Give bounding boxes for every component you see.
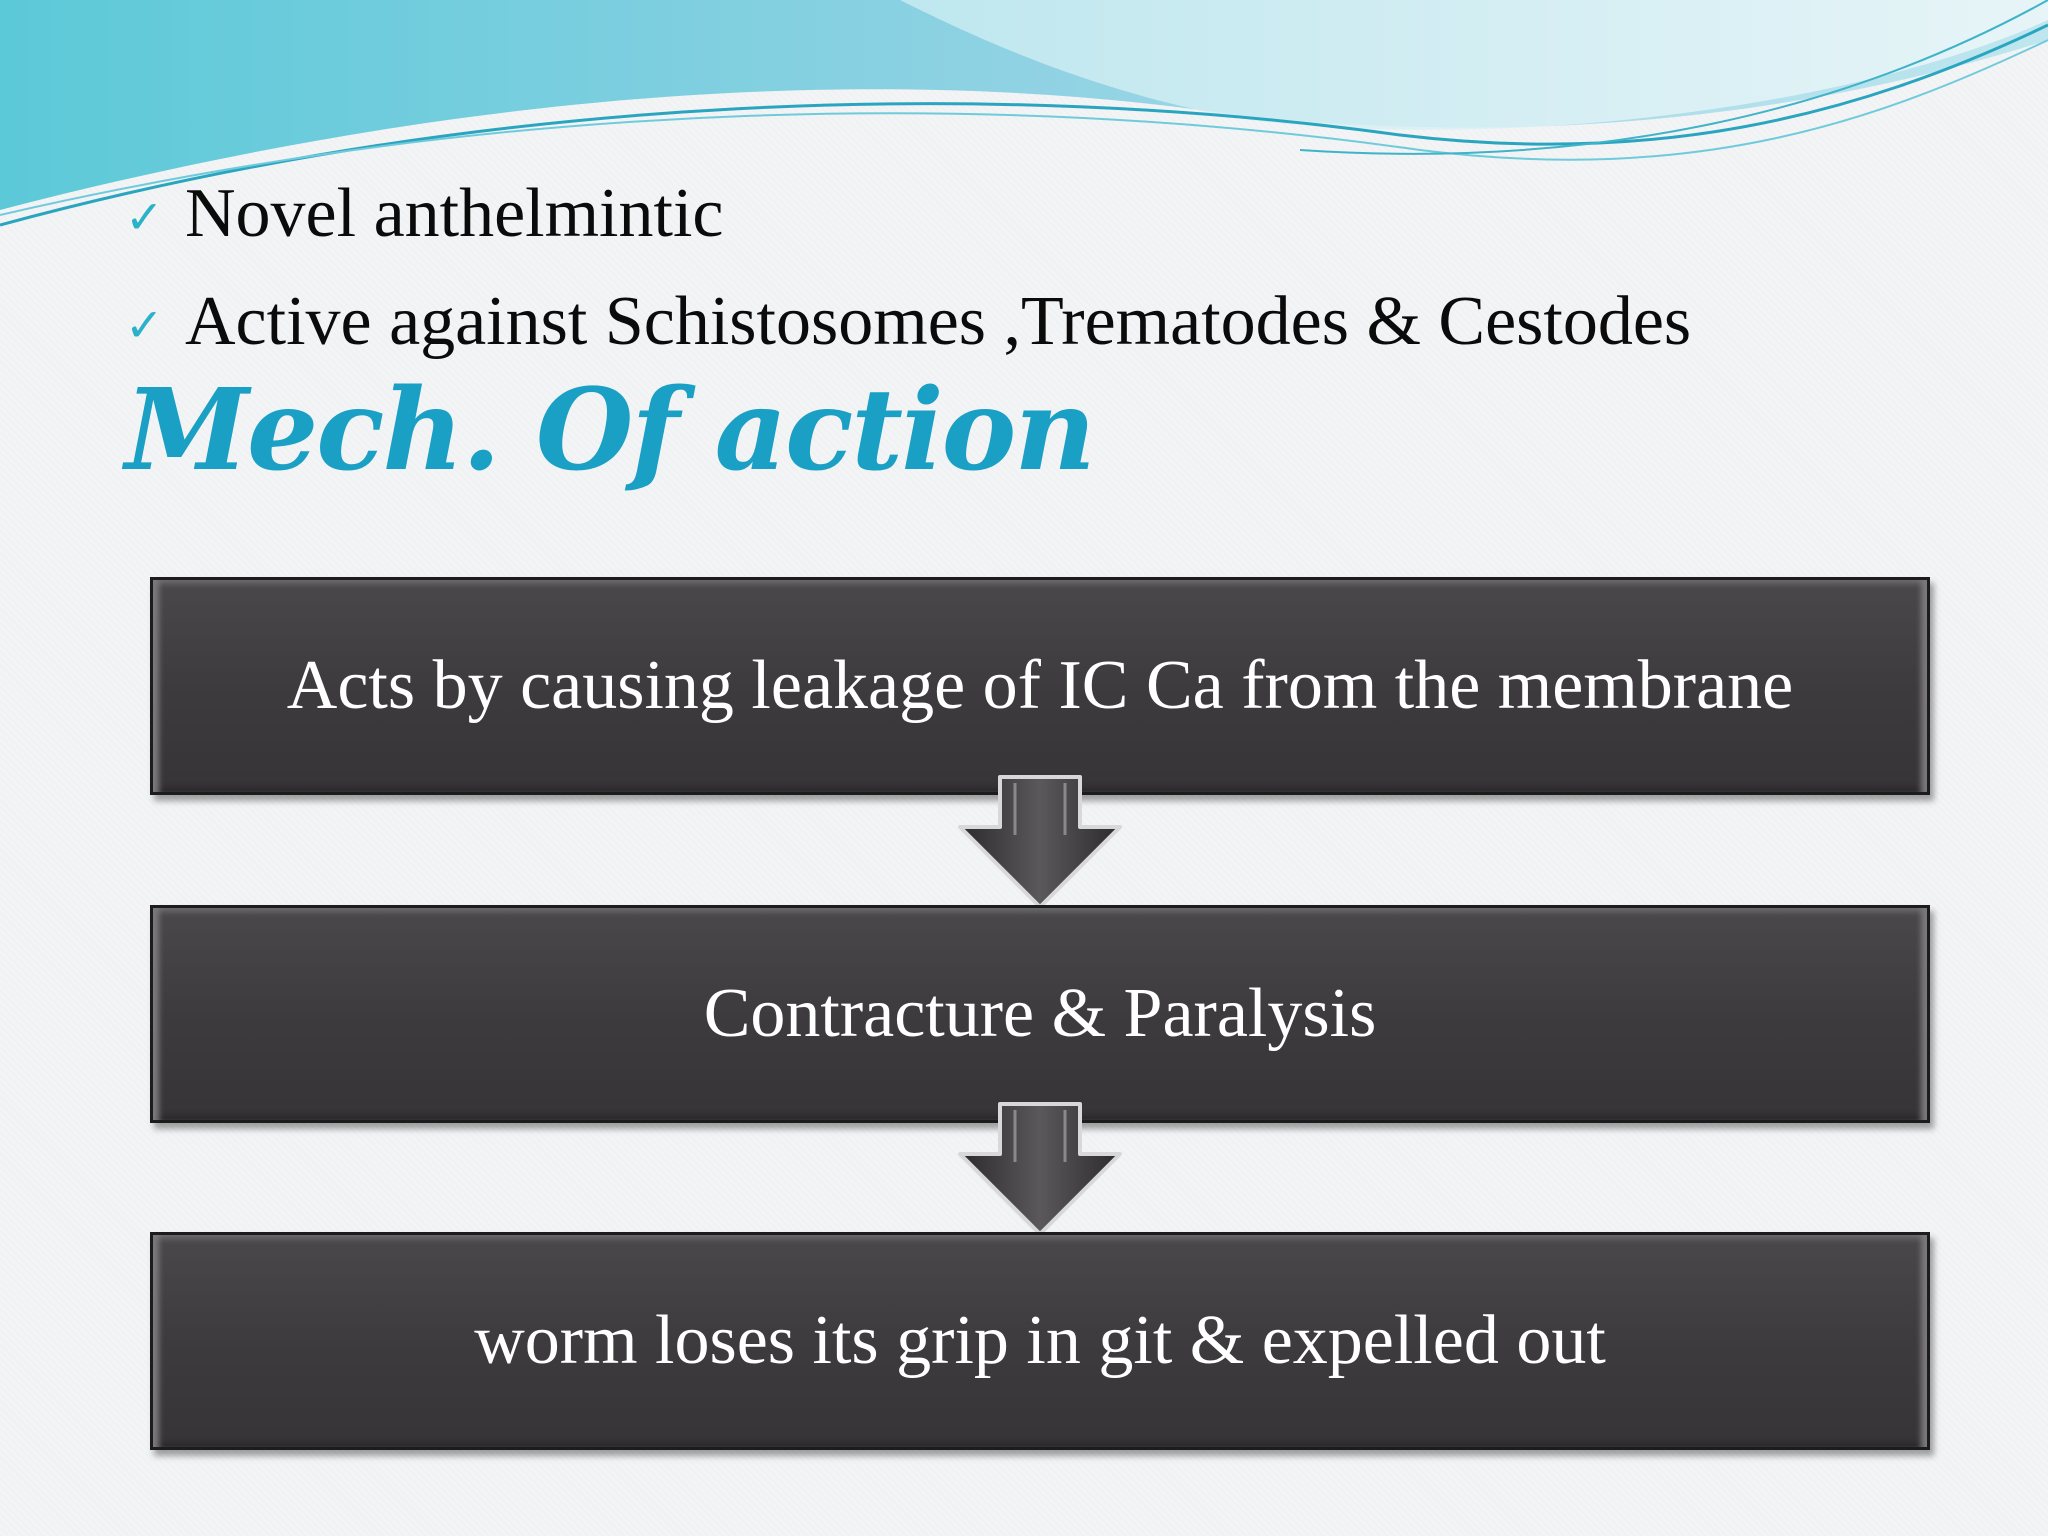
checkmark-icon: ✓	[125, 298, 164, 352]
bullet-text: Novel anthelmintic	[185, 175, 724, 252]
down-arrow-icon	[955, 1102, 1125, 1237]
bullet-text: Active against Schistosomes ,Trematodes & Cestodes	[185, 283, 1692, 360]
flow-step-box: Acts by causing leakage of IC Ca from the membrane	[150, 577, 1930, 795]
down-arrow-icon	[955, 775, 1125, 910]
bullet-list	[125, 160, 1691, 376]
bullet-item	[125, 160, 1691, 268]
bullet-item	[125, 268, 1691, 376]
checkmark-icon: ✓	[125, 190, 164, 244]
flow-step-box: worm loses its grip in git & expelled out	[150, 1232, 1930, 1450]
flow-step-box: Contracture & Paralysis	[150, 905, 1930, 1123]
section-heading: Mech. Of action	[125, 365, 1094, 496]
